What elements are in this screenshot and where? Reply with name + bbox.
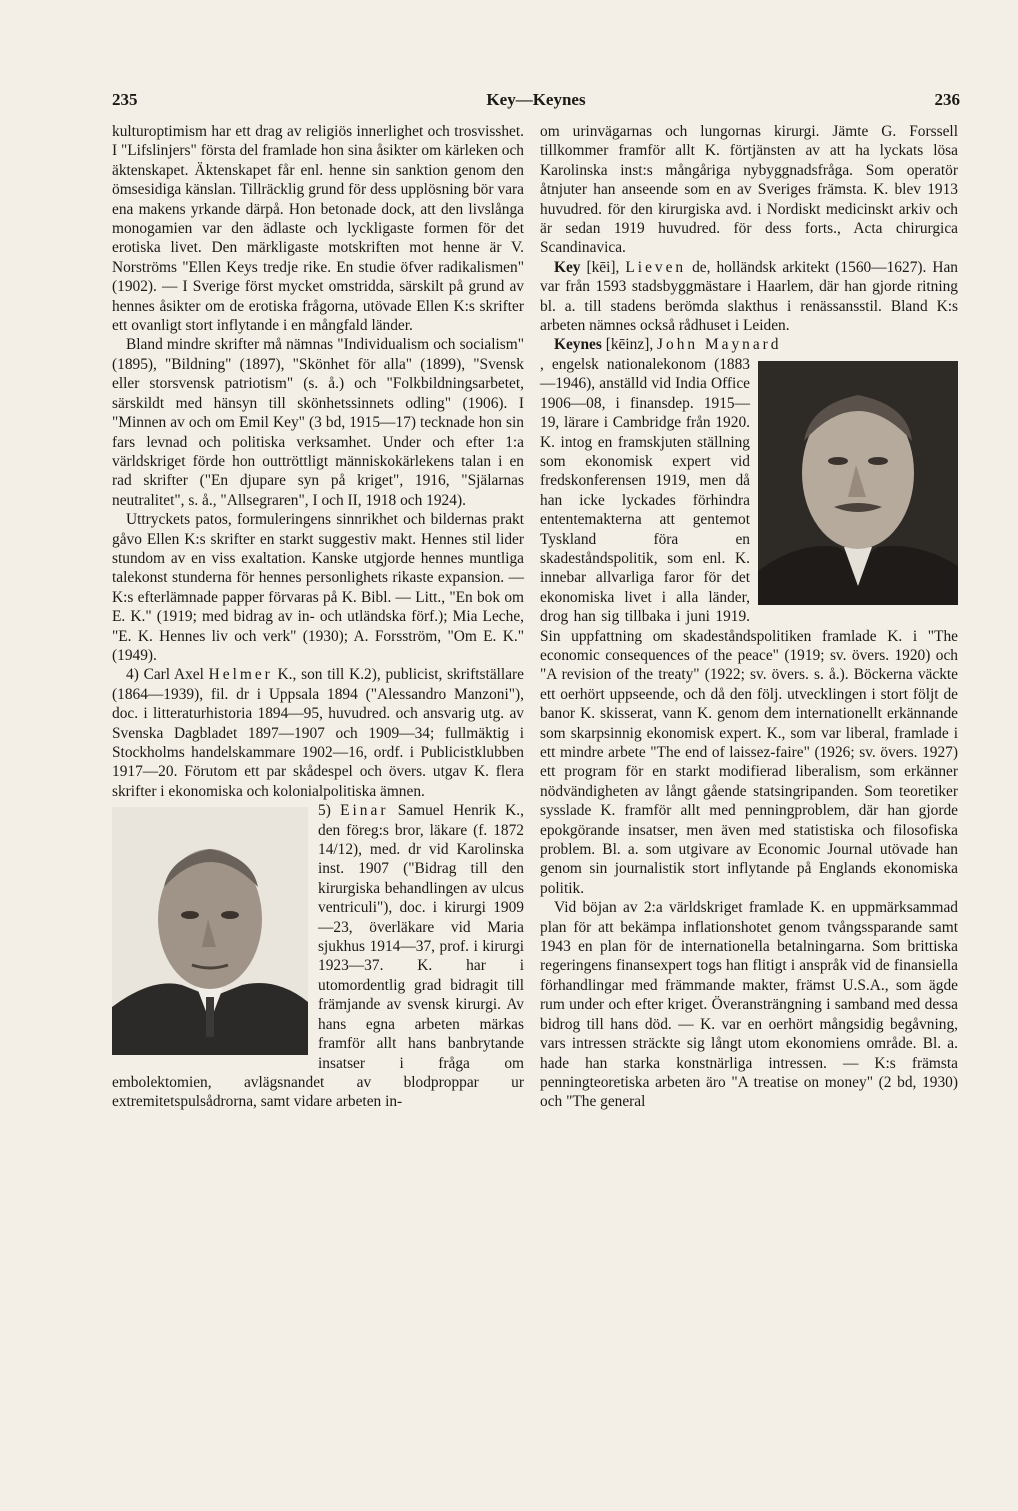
person-name: Lieven — [625, 258, 687, 276]
entry-number: 4) Carl Axel — [126, 666, 209, 684]
running-title: Key—Keynes — [486, 90, 586, 109]
entry-keynes — [540, 335, 958, 354]
entry-text: de, holländsk arkitekt (1560—1627). Han var från 1593 stadsbyggmästare i Haarlem, där han gjorde ritning bl. a. till stadens berömda slakthus i renässansstil. Bland K:s arbeten nämnes också rådhuset i Leiden. — [540, 258, 958, 335]
paragraph: Vid böjan av 2:a världskriget framlade K. en uppmärksammad plan för att bekämpa inflationshotet genom tvångssparande samt 1943 en plan för de internationella betalningarna. Som brittiska regeringens finansexpert togs han flitigt i anspråk vid de finansiella förhandlingar med främmande makter, främst U.S.A., som ägde rum under och efter kriget. Överansträngning i samband med dessa bidrog till hans död. — K. var en oerhört mångsidig begåvning, vars intressen sträckte sig långt utom ekonomiens område. Bl. a. hade han starka konstnärliga intressen. — K:s främsta penningteoretiska arbeten äro "A treatise on money" (2 bd, 1930) och "The general — [540, 899, 958, 1111]
person-name: Helmer — [208, 666, 273, 684]
paragraph: om urinvägarnas och lungornas kirurgi. Jämte G. Forssell tillkommer framför allt K. förtjänsten av att ha lyckats lösa Karolinska inst:s mångåriga nybyggnadsfråga. Som operatör åtnjuter han anseende som en av Sveriges främsta. K. blev 1913 huvudred. för den kirurgiska avd. i Nordiskt medicinskt arkiv och är sedan 1919 huvudred. för dess forts., Acta chirurgica Scandinavica. — [540, 123, 958, 257]
entry-headword: Key — [554, 258, 581, 276]
entry-text: , engelsk nationalekonom (1883—1946), anställd vid India Office 1906—08, i finansdep. 1915—19, lärare i Cambridge från 1920. K. intog en framskjuten ställning som ekonomisk expert vid fredskonferensen 1919, men då han icke lyckades förhindra ententemakterna att gentemot Tyskland föra en skadeståndspolitik, som enl. K. innebar allvarliga faror för det ekonomiska livet i alla länder, drog han sig tillbaka i juni 1919. Sin uppfattning om skadeståndspolitiken framlade K. i "The economic consequences of the peace" (1919; sv. övers. 1920) och "A revision of the treaty" (1922; sv. övers. s. å.). Böckerna väckte ett oerhört uppseende, och då den följ. utvecklingen i stort följt de banor K. skisserat, vann K. genom dem internationellt erkännande som skarpsinnig ekonomisk expert. K., som var liberal, framlade i ett mindre arbete "The end of laissez-faire" (1926; sv. övers. 1927) ett program för en starkt modifierad liberalism, som erkänner nödvändigheten av långt gående statsingripanden. Som teoretiker sysslade K. framför allt med penningproblem, där han gjorde epokgörande insatser, men även med statistiska och filosofiska problem. Bl. a. som utgivare av Economic Journal utövade han genom sin journalistik stort inflytande på Englands ekonomiska politik. — [540, 355, 958, 897]
left-column — [112, 122, 524, 1112]
portrait-photo-keynes — [758, 361, 958, 605]
entry-headword: Keynes — [554, 336, 602, 354]
paragraph: Uttryckets patos, formuleringens sinnrikhet och bildernas prakt gåvo Ellen K:s skrifter en starkt suggestiv makt. Hennes stil lider stundom av en viss exaltation. Kanske utgjorde hennes muntliga talekonst stunderna för hennes personlighets rikaste expansion. — K:s efterlämnade papper förvaras på K. Bibl. — Litt., "En bok om E. K." (1919; med bidrag av in- och utländska förf.); Mia Leche, "E. K. Hennes liv och verk" (1930); A. Forsström, "Om E. K." (1949). — [112, 511, 524, 664]
right-column — [540, 122, 958, 1112]
page-number-left: 235 — [112, 90, 138, 109]
pronunciation: [kēi], — [580, 258, 626, 276]
page-number-right: 236 — [934, 90, 960, 109]
person-name: John Maynard — [657, 336, 782, 354]
paragraph: Bland mindre skrifter må nämnas "Individualism och socialism" (1895), "Bildning" (1897), "Skönhet för alla" (1899), "Svensk eller storsvensk patriotism" (s. å.) och "Folkbildningsarbetet, särskildt med hänsyn till skönhetssinnets odling" (1906). I "Minnen av och om Emil Key" (3 bd, 1915—17) tecknade hon sin fars levnad och politiska verksamhet. Under och efter 1:a världskriget förde hon outtröttligt människokärlekens talan i en rad skrifter ("En djupare syn på kriget", 1916, "Själarnas neutralitet", s. å., "Allsegraren", I och II, 1918 och 1924). — [112, 336, 524, 509]
entry-lieven-de-key — [540, 258, 958, 336]
person-name: Einar — [340, 802, 389, 820]
entry-number: 5) — [318, 802, 341, 820]
paragraph: kulturoptimism har ett drag av religiös innerlighet och trosvisshet. I "Lifslinjers" första del framlade hon sina åsikter om kärleken och äktenskapet. Äktenskapet får enl. henne sin sanktion genom den ömsesidiga känslan. Tillräcklig grund för dess upplösning bör vara ena makens yrkande därpå. Hon betonade dock, att den livslånga monogamien var den ädlaste och lyckligaste formen för det erotiska livet. Den märkligaste motskriften mot henne är V. Norströms "Ellen Keys tredje rike. En studie öfver radikalismen" (1902). — I Sverige först mycket omstridda, särskilt på grund av hennes åsikter om de erotiska frågorna, utövade Ellen K:s skrifter ett ovanligt stort inflytande i en mångfald länder. — [112, 123, 524, 335]
pronunciation: [kēinz], — [601, 336, 658, 354]
entry-helmer-key — [112, 665, 524, 801]
page-header — [112, 90, 960, 114]
entry-text: Samuel Henrik K., den föreg:s bror, läkare (f. 1872 14/12), med. dr vid Karolinska inst. 1907 ("Bidrag till den kirurgiska behandlingen av ulcus ventriculi"), doc. i kirurgi 1909—23, överläkare vid Maria sjukhus 1914—37, prof. i kirurgi 1923—37. K. har i utomordentlig grad bidragit till främjande av svensk kirurgi. Av hans egna arbeten märkas framför allt hans banbrytande insatser i fråga om embolektomien, avlägsnandet av blodproppar ur extremitetspulsådrorna, samt vidare arbeten in- — [112, 802, 524, 1111]
portrait-photo-einar-key — [112, 807, 308, 1055]
entry-text: K., son till K.2), publicist, skriftställare (1864—1939), fil. dr i Uppsala 1894 ("Alessandro Manzoni"), doc. i litteraturhistoria 1894—95, huvudred. och ansvarig utg. av Svenska Dagbladet 1897—1907 och 1909—34; fullmäktig i Stockholms handelskammare 1902—16, ordf. i Publicistklubben 1917—20. Förutom ett par skådespel och övers. utgav K. flera skrifter i ekonomiska och kolonialpolitiska ämnen. — [112, 666, 524, 800]
